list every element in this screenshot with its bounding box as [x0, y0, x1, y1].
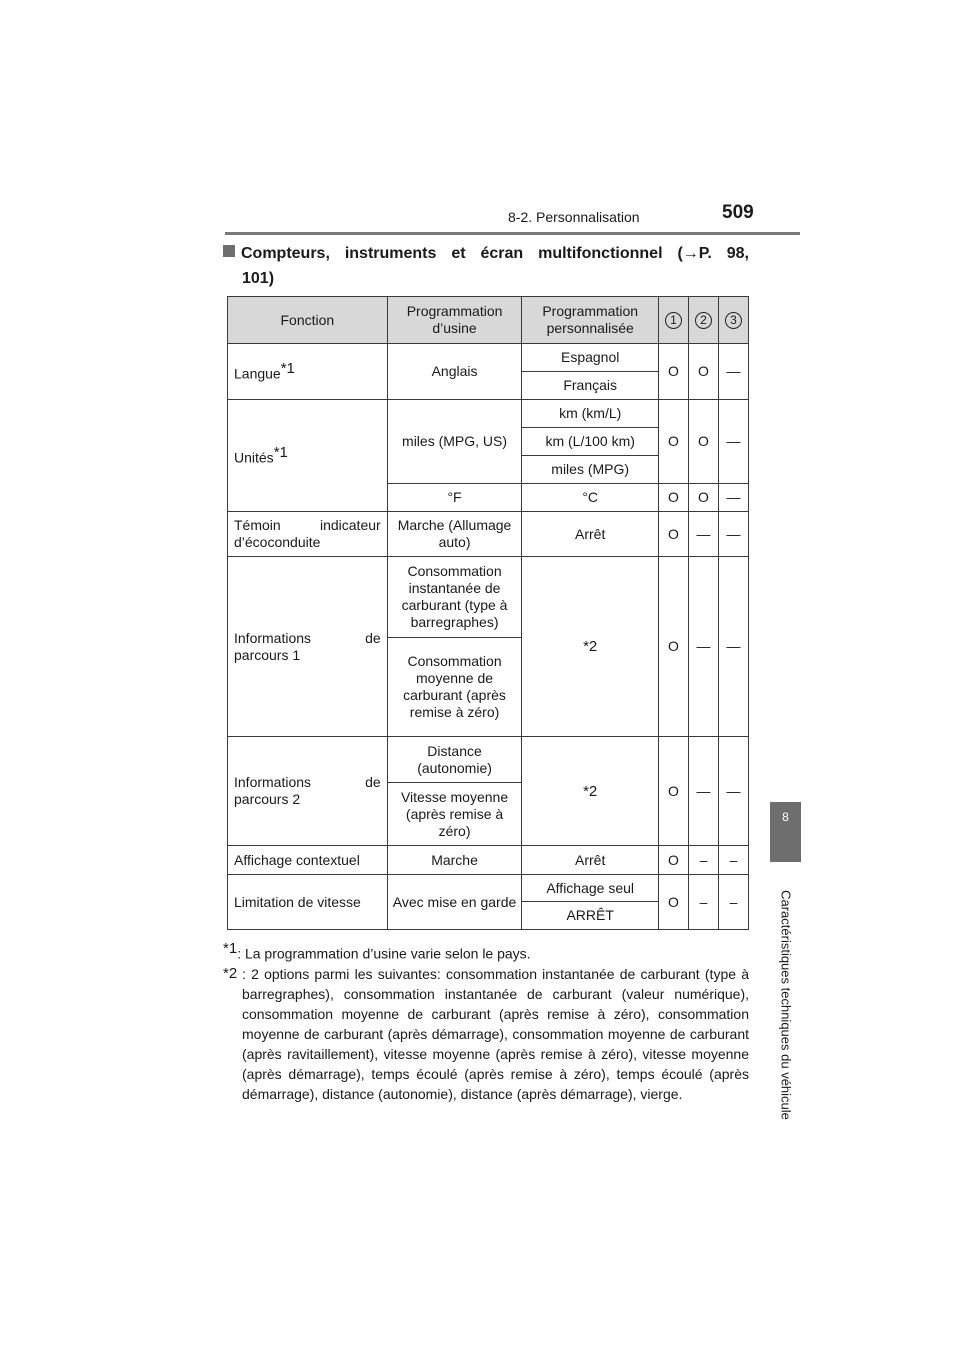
unites-m3: — [718, 400, 748, 484]
info1-m3: — [718, 557, 748, 737]
temoin-m1: O [658, 512, 688, 557]
langue-factory: Anglais [387, 344, 522, 400]
row-label-temoin: Témoin indicateur d’écoconduite [228, 512, 388, 557]
table-row [228, 875, 749, 902]
temp-m3: — [718, 484, 748, 512]
table-row [228, 400, 749, 428]
header-col-2 [688, 297, 718, 344]
footnote-1: $^{*1}$: La programmation d’usine varie selon le pays. [223, 940, 531, 962]
limitation-m3: – [718, 875, 748, 930]
unites-m1: O [658, 400, 688, 484]
header-factory: Programmation d’usine [387, 297, 522, 344]
temoin-m2: — [688, 512, 718, 557]
table-row [228, 344, 749, 372]
section-title [223, 241, 749, 291]
unites-opt1: km (km/L) [522, 400, 659, 428]
row-label-unites: Unités$^{*1}$ [228, 400, 388, 512]
section-title-line2: 101) [242, 270, 275, 287]
row-label-info1: Informations de parcours 1 [228, 557, 388, 737]
info2-factory2: Vitesse moyenne (après remise à zéro) [387, 783, 522, 846]
info1-custom: *2 [522, 557, 659, 737]
temp-m1: O [658, 484, 688, 512]
table-row [228, 512, 749, 557]
limitation-m1: O [658, 875, 688, 930]
chapter-label: Caractéristiques techniques du véhicule [778, 890, 794, 1120]
langue-m3: — [718, 344, 748, 400]
section-title-line1: Compteurs, instruments et écran multifonctionnel (→P. 98, [241, 245, 749, 262]
info2-m3: — [718, 737, 748, 846]
limitation-opt2: ARRÊT [522, 902, 659, 930]
unites-opt3: miles (MPG) [522, 456, 659, 484]
row-label-info2: Informations de parcours 2 [228, 737, 388, 846]
info1-m1: O [658, 557, 688, 737]
temoin-m3: — [718, 512, 748, 557]
temp-factory: °F [387, 484, 522, 512]
header-divider [225, 232, 800, 235]
temoin-custom: Arrêt [522, 512, 659, 557]
info2-custom: *2 [522, 737, 659, 846]
unites-factory: miles (MPG, US) [387, 400, 522, 484]
circle-2-icon: 2 [695, 312, 712, 329]
table-row [228, 846, 749, 875]
header-col-1 [658, 297, 688, 344]
table-row [228, 737, 749, 783]
langue-opt2: Français [522, 372, 659, 400]
langue-m1: O [658, 344, 688, 400]
square-bullet-icon [223, 245, 235, 257]
limitation-m2: – [688, 875, 718, 930]
limitation-factory: Avec mise en garde [387, 875, 522, 930]
info1-m2: — [688, 557, 718, 737]
section-header: 8-2. Personnalisation [508, 209, 640, 225]
temoin-factory: Marche (Allumage auto) [387, 512, 522, 557]
langue-m2: O [688, 344, 718, 400]
affichage-factory: Marche [387, 846, 522, 875]
table-row [228, 557, 749, 638]
circle-3-icon: 3 [725, 312, 742, 329]
row-label-affichage: Affichage contextuel [228, 846, 388, 875]
header-function: Fonction [228, 297, 388, 344]
info1-factory1: Consommation instantanée de carburant (type à barregraphes) [387, 557, 522, 638]
unites-m2: O [688, 400, 718, 484]
chapter-tab: 8 [770, 802, 801, 862]
info1-factory2: Consommation moyenne de carburant (après remise à zéro) [387, 638, 522, 737]
unites-opt2: km (L/100 km) [522, 428, 659, 456]
affichage-m1: O [658, 846, 688, 875]
settings-table [227, 296, 749, 930]
affichage-m3: – [718, 846, 748, 875]
temp-custom: °C [522, 484, 659, 512]
circle-1-icon: 1 [665, 312, 682, 329]
affichage-custom: Arrêt [522, 846, 659, 875]
row-label-langue: Langue$^{*1}$ [228, 344, 388, 400]
info2-factory1: Distance (autonomie) [387, 737, 522, 783]
row-label-limitation: Limitation de vitesse [228, 875, 388, 930]
footnote-2: *2 : 2 options parmi les suivantes: consommation instantanée de carburant (type à barregraphes), consommation instantanée de carburant (valeur numérique), consommation moyenne de carburant (après remise à zéro), consommation moyenne de carburant (après démarrage), consommation moyenne de carburant (après ravitaillement), vitesse moyenne (après remise à zéro), vitesse moyenne (après démarrage), temps écoulé (après remise à zéro), temps écoulé (après démarrage), distance (autonomie), distance (après démarrage), vierge. [223, 965, 749, 1102]
header-col-3 [718, 297, 748, 344]
temp-m2: O [688, 484, 718, 512]
affichage-m2: – [688, 846, 718, 875]
info2-m1: O [658, 737, 688, 846]
langue-opt1: Espagnol [522, 344, 659, 372]
header-custom: Programmation personnalisée [522, 297, 659, 344]
page-number: 509 [722, 202, 754, 223]
info2-m2: — [688, 737, 718, 846]
limitation-opt1: Affichage seul [522, 875, 659, 902]
